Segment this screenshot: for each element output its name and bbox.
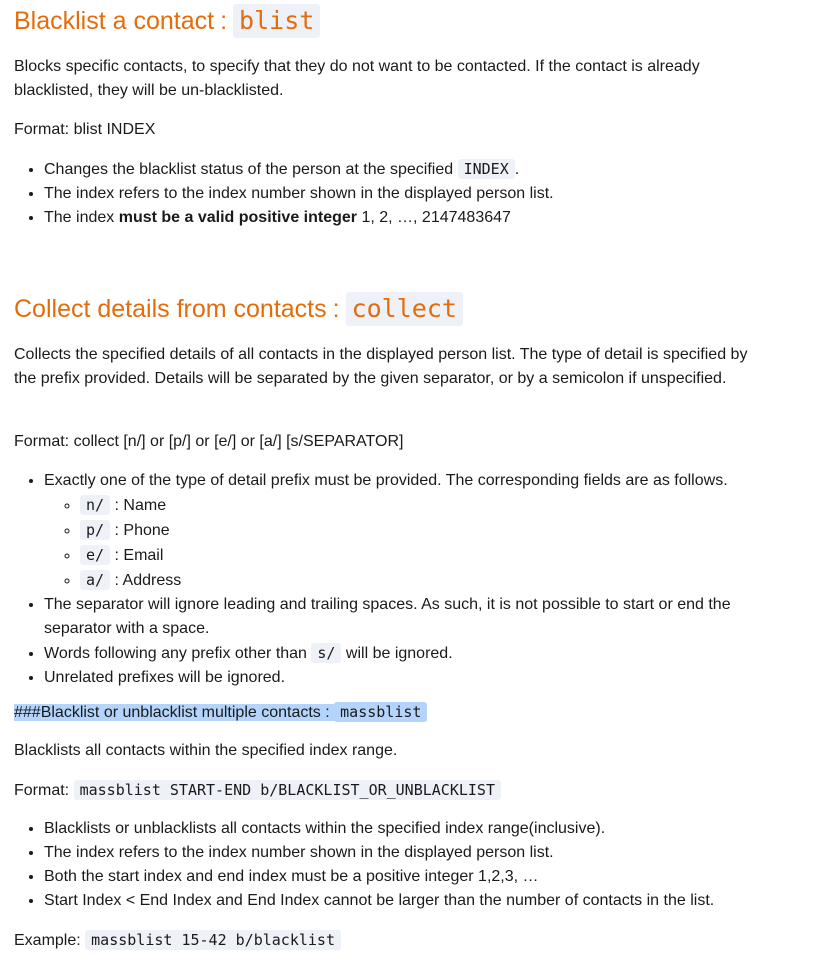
list-item: • Both the start index and end index must be a positive integer 1,2,3, … <box>44 865 814 889</box>
collect-command: collect <box>346 292 463 326</box>
blist-format: Format: blist INDEX <box>14 121 156 138</box>
collect-description: Collects the specified details of all contacts in the displayed person list. The type of detail is specified by the prefix provided. Details will be separated by the given separator, or by a semicolon if unspecified. <box>14 346 748 387</box>
bold-text: must be a valid positive integer <box>118 209 358 226</box>
massblist-description: Blacklists all contacts within the specified index range. <box>14 742 398 759</box>
list-item: • Exactly one of the type of detail prefix must be provided. The corresponding fields are as follows. ◦ n/ : Name ◦ p/ : Phone ◦ e/ : Email ◦ a/ : Address <box>44 469 794 593</box>
collect-heading <box>14 292 463 326</box>
example-code: massblist 15-42 b/blacklist <box>85 930 341 950</box>
blist-command: blist <box>233 4 320 38</box>
list-item: • The index must be a valid positive integer 1, 2, …, 2147483647 <box>44 206 821 230</box>
collect-format: Format: collect [n/] or [p/] or [e/] or [a/] [s/SEPARATOR] <box>14 433 404 450</box>
heading-separator: : <box>220 7 228 35</box>
list-item: • The index refers to the index number shown in the displayed person list. <box>44 841 814 865</box>
collect-bullet-list <box>14 469 794 690</box>
list-item: ◦ n/ : Name <box>80 493 794 518</box>
prefix-code: n/ <box>80 495 110 515</box>
list-item: • Blacklists or unblacklists all contacts within the specified index range(inclusive). <box>44 817 814 841</box>
prefix-field-list <box>44 493 794 593</box>
massblist-example: Example: massblist 15-42 b/blacklist <box>14 928 341 953</box>
massblist-format: Format: massblist START-END b/BLACKLIST_OR_UNBLACKLIST <box>14 778 501 803</box>
blist-heading <box>14 4 320 38</box>
prefix-code: p/ <box>80 520 110 540</box>
prefix-code: a/ <box>80 570 110 590</box>
massblist-heading <box>14 700 427 725</box>
format-code: massblist START-END b/BLACKLIST_OR_UNBLACKLIST <box>74 780 501 800</box>
index-code: INDEX <box>458 159 515 179</box>
collect-title: Collect details from contacts <box>14 295 327 323</box>
prefix-code: s/ <box>311 643 341 663</box>
list-item: • Changes the blacklist status of the person at the specified INDEX . <box>44 157 821 182</box>
selected-heading-text: ###Blacklist or unblacklist multiple contacts : <box>14 704 330 721</box>
list-item: • Words following any prefix other than s/ will be ignored. <box>44 641 794 666</box>
massblist-command: massblist <box>334 702 427 722</box>
list-item: ◦ a/ : Address <box>80 568 794 593</box>
blist-description: Blocks specific contacts, to specify that they do not want to be contacted. If the contact is already blacklisted, they will be un-blacklisted. <box>14 58 700 99</box>
list-item: • Unrelated prefixes will be ignored. <box>44 666 794 690</box>
heading-separator: : <box>332 295 340 323</box>
blist-bullet-list <box>14 157 821 230</box>
massblist-bullet-list <box>14 817 814 913</box>
list-item: • The index refers to the index number shown in the displayed person list. <box>44 182 821 206</box>
blist-title: Blacklist a contact <box>14 7 215 35</box>
list-item: • Start Index < End Index and End Index cannot be larger than the number of contacts in the list. <box>44 889 814 913</box>
list-item: ◦ e/ : Email <box>80 543 794 568</box>
list-item: • The separator will ignore leading and trailing spaces. As such, it is not possible to start or end the separator with a space. <box>44 593 794 641</box>
prefix-code: e/ <box>80 545 110 565</box>
list-item: ◦ p/ : Phone <box>80 518 794 543</box>
